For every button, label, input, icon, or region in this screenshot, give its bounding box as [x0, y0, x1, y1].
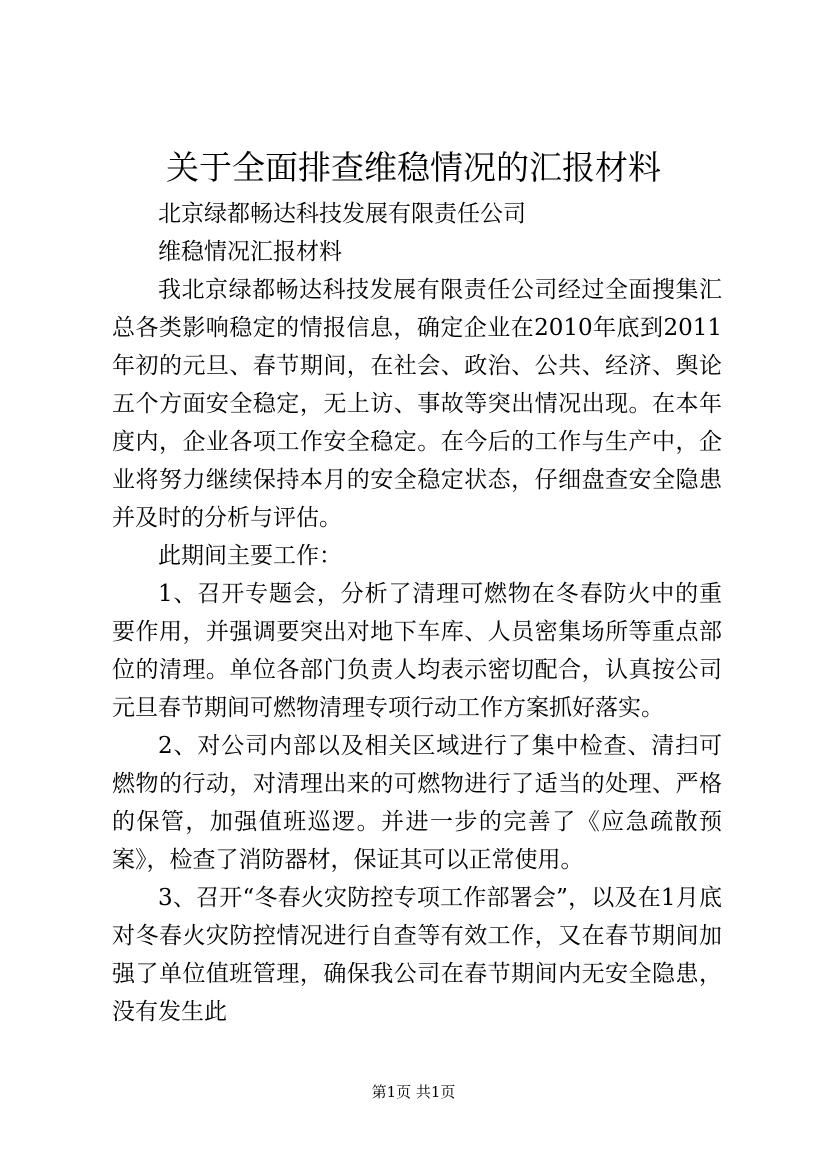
main-work-heading: 此期间主要工作： — [158, 543, 342, 569]
document-body — [112, 195, 722, 1031]
work-item-2: 2、对公司内部以及相关区域进行了集中检查、清扫可燃物的行动，对清理出来的可燃物进行了适当的处理、严格的保管，加强值班巡逻。并进一步的完善了《应急疏散预案》，检查了消防器材，保证其可以正常使用。 — [112, 733, 722, 873]
work-item-3: 3、召开“冬春火灾防控专项工作部署会”，以及在1月底对冬春火灾防控情况进行自查等有效工作，又在春节期间加强了单位值班管理，确保我公司在春节期间内无安全隐患，没有发生此 — [112, 885, 722, 1025]
summary-paragraph: 我北京绿都畅达科技发展有限责任公司经过全面搜集汇总各类影响稳定的情报信息，确定企业在2010年底到2011年初的元旦、春节期间，在社会、政治、公共、经济、舆论五个方面安全稳定，无上访、事故等突出情况出现。在本年度内，企业各项工作安全稳定。在今后的工作与生产中，企业将努力继续保持本月的安全稳定状态，仔细盘查安全隐患并及时的分析与评估。 — [112, 277, 722, 531]
company-name-paragraph: 北京绿都畅达科技发展有限责任公司 — [158, 201, 526, 227]
work-item-1: 1、召开专题会，分析了清理可燃物在冬春防火中的重要作用，并强调要突出对地下车库、人员密集场所等重点部位的清理。单位各部门负责人均表示密切配合，认真按公司元旦春节期间可燃物清理专项行动工作方案抓好落实。 — [112, 581, 722, 721]
report-subtitle-paragraph: 维稳情况汇报材料 — [158, 239, 342, 265]
document-title: 关于全面排查维稳情况的汇报材料 — [166, 148, 661, 187]
page-footer: 第1页 共1页 — [371, 1083, 456, 1101]
